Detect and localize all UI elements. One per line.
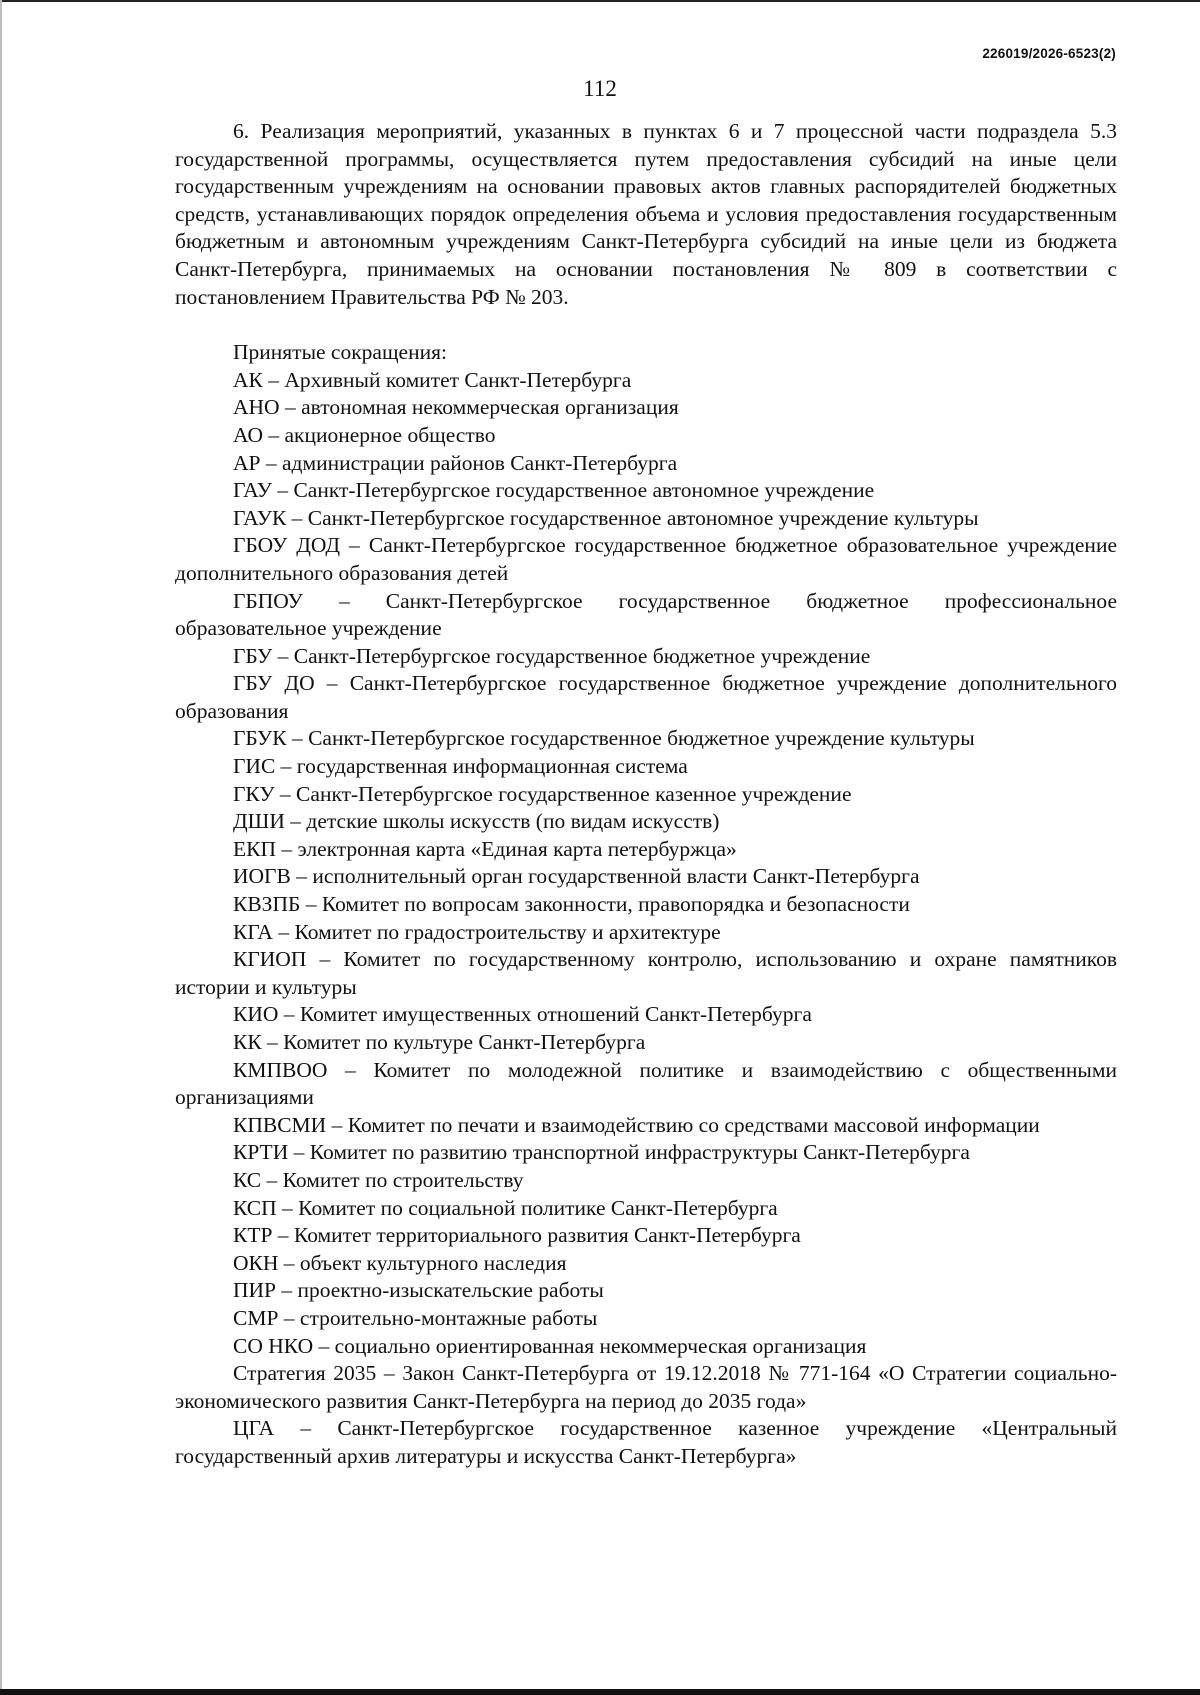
abbreviation-item: КСП – Комитет по социальной политике Санкт-Петербурга <box>233 1195 778 1220</box>
abbreviation-item: ОКН – объект культурного наследия <box>233 1250 567 1275</box>
abbreviation-item: КК – Комитет по культуре Санкт-Петербурга <box>233 1030 646 1054</box>
abbreviation-item: ГБУ – Санкт-Петербургское государственное бюджетное учреждение <box>233 643 871 668</box>
abbreviations-heading: Принятые сокращения: <box>233 340 447 365</box>
abbreviation-item: ГБУК – Санкт-Петербургское государственное бюджетное учреждение культуры <box>233 726 975 751</box>
scan-left-edge <box>0 0 2 1695</box>
abbreviation-item: ПИР – проектно-изыскательские работы <box>233 1278 604 1303</box>
abbreviation-item: ГАУК – Санкт-Петербургское государственное автономное учреждение культуры <box>233 505 979 530</box>
abbreviation-item: ГАУ – Санкт-Петербургское государственное автономное учреждение <box>233 478 875 503</box>
abbreviation-item: ГБУ ДО – Санкт-Петербургское государственное бюджетное учреждение дополнительного образования <box>175 671 1117 723</box>
abbreviation-item: КГА – Комитет по градостроительству и архитектуре <box>233 919 721 944</box>
page-number: 112 <box>583 76 617 101</box>
abbreviation-item: ДШИ – детские школы искусств (по видам искусств) <box>233 809 720 834</box>
abbreviation-item: КС – Комитет по строительству <box>233 1167 524 1192</box>
abbreviation-item: КИО – Комитет имущественных отношений Санкт-Петербурга <box>233 1002 812 1027</box>
intro-paragraph: 6. Реализация мероприятий, указанных в пунктах 6 и 7 процессной части подраздела 5.3 государственной программы, осуществляется путем предоставления субсидий на иные цели государственным учреждениям на основании правовых актов главных распорядителей бюджетных средств, устанавливающих порядок определения объема и условия предоставления государственным бюджетным и автономным учреждениям Санкт-Петербурга субсидий на иные цели из бюджета Санкт-Петербурга, принимаемых на основании постановления № 809 в соответствии с постановлением Правительства РФ № 203. <box>175 119 1117 309</box>
abbreviation-item: КГИОП – Комитет по государственному контролю, использованию и охране памятников истории и культуры <box>175 947 1117 999</box>
abbreviation-item: СО НКО – социально ориентированная некоммерческая организация <box>233 1333 867 1358</box>
abbreviation-item: КМПВОО – Комитет по молодежной политике и взаимодействию с общественными организациями <box>175 1057 1117 1110</box>
abbreviation-item: ЕКП – электронная карта «Единая карта петербуржца» <box>233 836 737 861</box>
abbreviation-item: АО – акционерное общество <box>233 422 496 447</box>
abbreviation-item: ИОГВ – исполнительный орган государственной власти Санкт-Петербурга <box>233 864 920 889</box>
abbreviation-item: Стратегия 2035 – Закон Санкт-Петербурга от 19.12.2018 № 771-164 «О Стратегии социально-экономического развития Санкт-Петербурга на период до 2035 года» <box>175 1361 1117 1413</box>
scan-top-edge <box>0 0 1200 2</box>
abbreviation-item: ГИС – государственная информационная система <box>233 754 688 779</box>
scan-bottom-edge <box>0 1689 1200 1695</box>
abbreviation-item: АНО – автономная некоммерческая организация <box>233 395 679 420</box>
abbreviation-item: КПВСМИ – Комитет по печати и взаимодействию со средствами массовой информации <box>233 1112 1040 1137</box>
abbreviation-item: АР – администрации районов Санкт-Петербурга <box>233 450 678 475</box>
document-registration-number: 226019/2026-6523(2) <box>982 46 1116 61</box>
abbreviation-item: ГКУ – Санкт-Петербургское государственное казенное учреждение <box>233 781 852 806</box>
document-body <box>175 118 1117 1471</box>
abbreviation-item: ГБОУ ДОД – Санкт-Петербургское государственное бюджетное образовательное учреждение дополнительного образования детей <box>175 533 1117 585</box>
abbreviation-item: КТР – Комитет территориального развития Санкт-Петербурга <box>233 1223 801 1248</box>
abbreviation-item: ГБПОУ – Санкт-Петербургское государственное бюджетное профессиональное образовательное учреждение <box>175 588 1117 641</box>
abbreviation-item: ЦГА – Санкт-Петербургское государственное казенное учреждение «Центральный государственный архив литературы и искусства Санкт-Петербурга» <box>175 1416 1117 1468</box>
abbreviation-item: АК – Архивный комитет Санкт-Петербурга <box>233 367 632 392</box>
abbreviation-item: СМР – строительно-монтажные работы <box>233 1305 598 1330</box>
abbreviation-item: КРТИ – Комитет по развитию транспортной инфраструктуры Санкт-Петербурга <box>233 1140 970 1165</box>
abbreviation-item: КВЗПБ – Комитет по вопросам законности, правопорядка и безопасности <box>233 892 910 917</box>
abbreviations-list <box>175 367 1117 1471</box>
